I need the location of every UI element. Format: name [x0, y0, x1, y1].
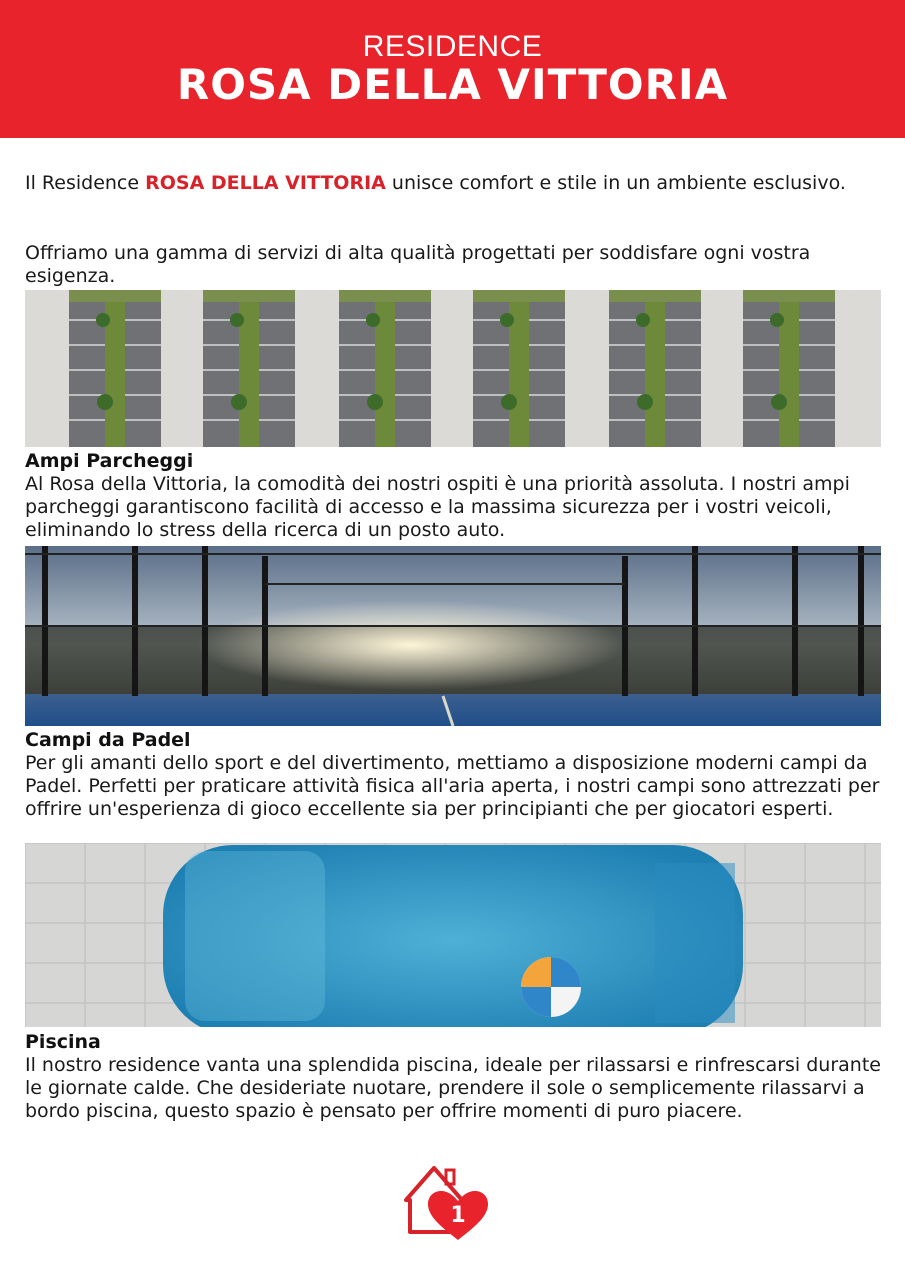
section-title-pool: Piscina — [25, 1031, 101, 1053]
header-supertitle: RESIDENCE — [362, 30, 543, 63]
house-heart-icon — [400, 1160, 492, 1246]
swimming-pool-photo — [25, 843, 881, 1027]
intro-paragraph-1 — [25, 172, 875, 195]
intro-brand-name: ROSA DELLA VITTORIA — [145, 172, 386, 194]
padel-court-photo — [25, 546, 881, 726]
section-text-pool: Il nostro residence vanta una splendida piscina, ideale per rilassarsi e rinfrescarsi durante le giornate calde. Che desideriate nuotare, prendere il sole o semplicemente rilassarvi a bordo piscina, questo spazio è pensato per offrire momenti di puro piacere. — [25, 1054, 881, 1122]
intro-text-before: Il Residence — [25, 172, 146, 194]
section-title-padel: Campi da Padel — [25, 729, 191, 751]
logo-number: 1 — [450, 1203, 466, 1228]
house-heart-logo — [400, 1160, 492, 1246]
section-text-parking: Al Rosa della Vittoria, la comodità dei nostri ospiti è una priorità assoluta. I nostri ampi parcheggi garantiscono facilità di accesso e la massima sicurezza per i vostri veicoli, eliminando lo stress della ricerca di un posto auto. — [25, 473, 850, 541]
header-title: ROSA DELLA VITTORIA — [176, 60, 729, 109]
parking-aerial-photo — [25, 290, 881, 447]
section-text-padel: Per gli amanti dello sport e del divertimento, mettiamo a disposizione moderni campi da Padel. Perfetti per praticare attività fisica all'aria aperta, i nostri campi sono attrezzati per offrire un'esperienza di gioco eccellente sia per principianti che per giocatori esperti. — [25, 752, 880, 820]
header-banner — [0, 0, 905, 138]
intro-text-after: unisce comfort e stile in un ambiente esclusivo. — [385, 172, 846, 194]
section-title-parking: Ampi Parcheggi — [25, 450, 194, 472]
intro-paragraph-2: Offriamo una gamma di servizi di alta qualità progettati per soddisfare ogni vostra esigenza. — [25, 242, 811, 287]
